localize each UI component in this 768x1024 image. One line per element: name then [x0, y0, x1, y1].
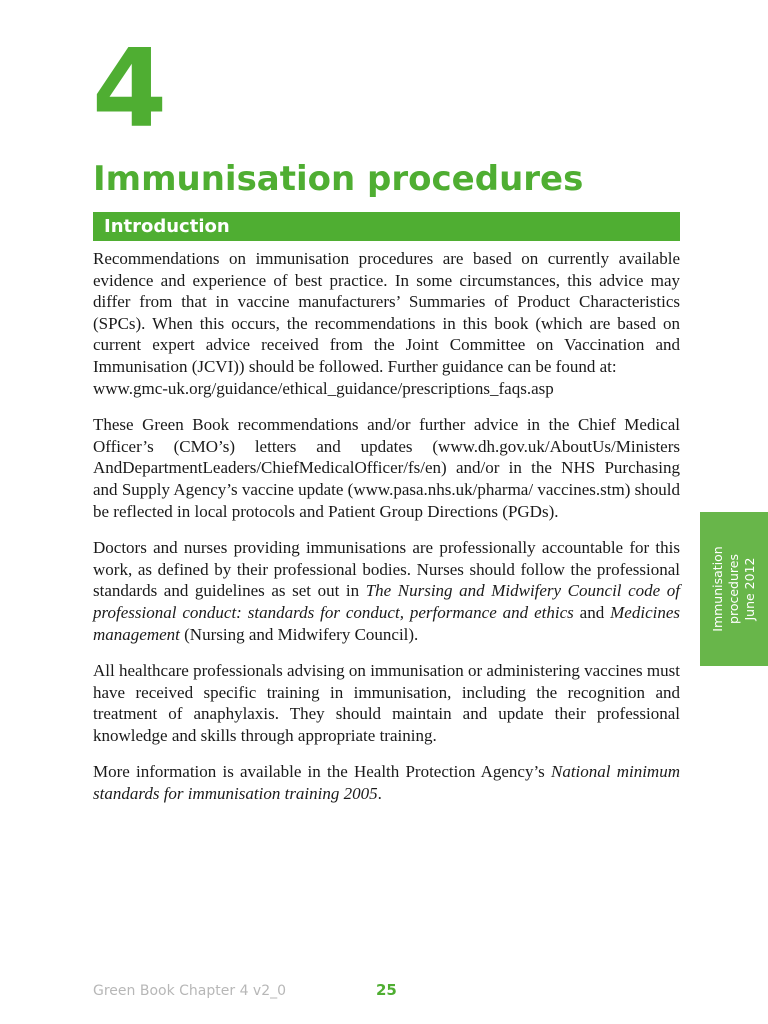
paragraph-1: [93, 248, 680, 399]
paragraph-3: [93, 537, 680, 645]
paragraph-4: All healthcare professionals advising on immunisation or administering vaccines must have received specific training in immunisation, including the recognition and treatment of anaphylaxis. They should maintain and update their professional knowledge and skills through appropriate training.: [93, 661, 680, 745]
side-tab-line-3: June 2012: [742, 557, 757, 621]
section-heading-bar: [93, 212, 680, 241]
paragraph-3-text-b: and: [573, 602, 611, 622]
paragraph-3-text-a: Doctors and nurses providing immunisations are professionally accountable for this work, as defined by their professional bodies. Nurses should follow the professional standards and guidelines as set out in: [93, 538, 680, 601]
paragraph-5-text-a: More information is available in the Health Protection Agency’s: [93, 762, 551, 782]
guidance-url: www.gmc-uk.org/guidance/ethical_guidance/prescriptions_faqs.asp: [93, 378, 554, 398]
chapter-title: Immunisation procedures: [93, 159, 584, 199]
side-tab-text: [710, 546, 758, 631]
chapter-side-tab: [700, 512, 768, 666]
paragraph-3-text-c: (Nursing and Midwifery Council).: [179, 624, 419, 644]
nmc-code-title: The Nursing and Midwifery Council code of professional conduct: standards for conduct, performance and ethics: [93, 581, 680, 622]
paragraph-1-text: Recommendations on immunisation procedures are based on currently available evidence and experience of best practice. In some circumstances, this advice may differ from that in vaccine manufacturers’ Summaries of Product Characteristics (SPCs). When this occurs, the recommendations in this book (which are based on current expert advice received from the Joint Committee on Vaccination and Immunisation (JCVI)) should be followed. Further guidance can be found at:: [93, 249, 680, 376]
medicines-management-title: Medicines management: [93, 602, 680, 644]
body-text: [93, 248, 680, 820]
side-tab-line-1: Immunisation: [710, 546, 725, 632]
footer-page-number: 25: [376, 981, 397, 999]
footer-document-label: Green Book Chapter 4 v2_0: [93, 983, 287, 999]
paragraph-2: These Green Book recommendations and/or further advice in the Chief Medical Officer’s (CMO’s) letters and updates (www.dh.gov.uk/AboutUs/Ministers AndDepartmentLeaders/ChiefMedicalOfficer/fs/en) and/or in the NHS Purchasing and Supply Agency’s vaccine update (www.pasa.nhs.uk/pharma/ vaccines.stm) should be reflected in local protocols and Patient Group Directions (PGDs).: [93, 415, 680, 521]
side-tab-line-2: procedures: [726, 554, 741, 624]
training-standards-title: National minimum standards for immunisation training 2005: [93, 762, 680, 804]
chapter-number: 4: [92, 27, 168, 152]
paragraph-5: [93, 761, 680, 804]
section-heading: Introduction: [104, 216, 230, 237]
paragraph-5-text-b: .: [377, 784, 382, 804]
